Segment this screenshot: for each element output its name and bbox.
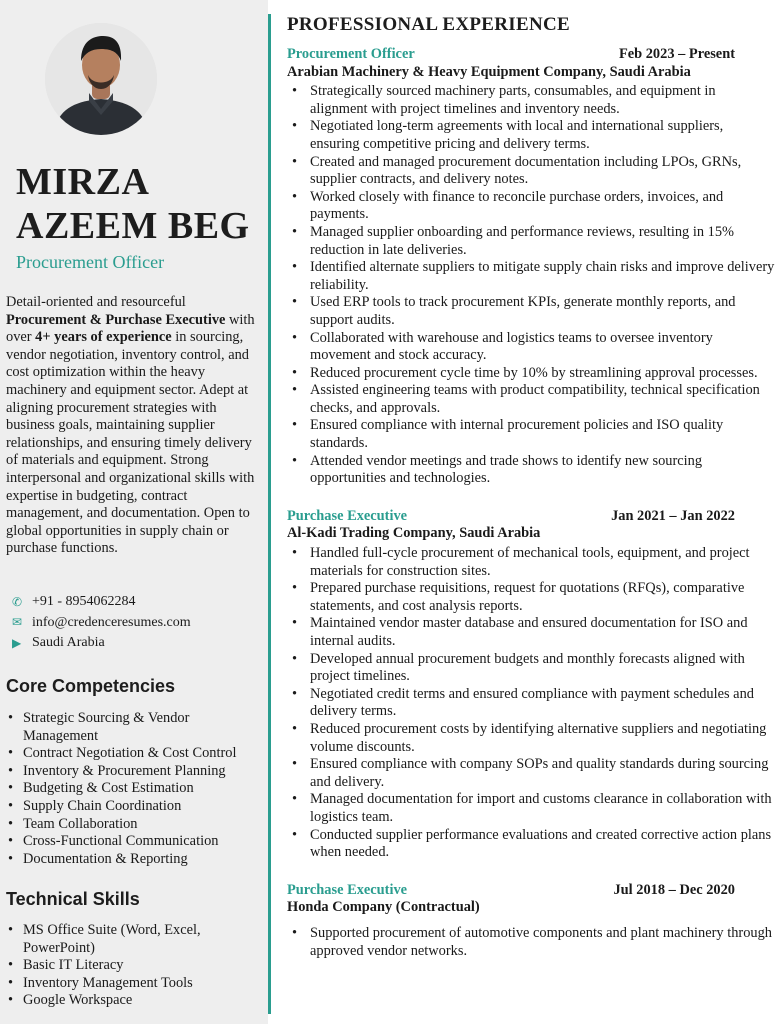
list-item: • Contract Negotiation & Cost Control [6,745,262,763]
list-item: • Developed annual procurement budgets and monthly forecasts aligned with project timelines. [287,651,775,686]
job-header [287,882,775,900]
list-item: • Managed supplier onboarding and performance reviews, resulting in 15% reduction in late deliveries. [287,224,775,259]
job-bullets [287,83,775,488]
technical-skills-heading: Technical Skills [6,889,140,909]
list-item: • Budgeting & Cost Estimation [6,780,262,798]
location-icon: ▶ [12,635,22,650]
technical-skills-list [6,922,262,1010]
job-company: Al-Kadi Trading Company, Saudi Arabia [287,525,541,542]
job-bullets [287,925,775,960]
job-dates: Jan 2021 – Jan 2022 [611,507,735,524]
list-item: • Team Collaboration [6,816,262,834]
location-text: Saudi Arabia [32,635,105,651]
summary-bold-2: 4+ years of experience [35,329,172,346]
list-item: • Strategically sourced machinery parts, consumables, and equipment in alignment with project timelines and inventory needs. [287,83,775,118]
contact-info [12,592,262,654]
job-company: Arabian Machinery & Heavy Equipment Company, Saudi Arabia [287,63,691,80]
list-item: • Strategic Sourcing & Vendor Management [6,710,262,745]
job-role: Purchase Executive [287,507,408,524]
list-item: • Supported procurement of automotive components and plant machinery through approved vendor networks. [287,925,775,960]
contact-email [12,613,262,634]
list-item: • Used ERP tools to track procurement KPIs, generate monthly reports, and support audits. [287,294,775,329]
list-item: • Ensured compliance with company SOPs and quality standards during sourcing and delivery. [287,756,775,791]
job-3 [287,882,775,960]
summary-bold-1: Procurement & Purchase Executive [6,311,226,328]
contact-location [12,633,262,654]
list-item: • Ensured compliance with internal procurement policies and ISO quality standards. [287,417,775,452]
list-item: • Supply Chain Coordination [6,798,262,816]
list-item: • Handled full-cycle procurement of mechanical tools, equipment, and project materials for construction sites. [287,545,775,580]
list-item: • Cross-Functional Communication [6,833,262,851]
summary-text-3: in sourcing, vendor negotiation, inventory control, and cost optimization within the heavy machinery and equipment sector. Adept at aligning procurement strategies with business goals, maintaining supplier relationships, and ensuring timely delivery of materials and equipment. Strong interpersonal and organizational skills with expertise in budgeting, contract management, and documentation. Open to global opportunities in supply chain or purchase functions. [6,329,255,557]
list-item: • Managed documentation for import and customs clearance in collaboration with logistics team. [287,791,775,826]
list-item: • Collaborated with warehouse and logistics teams to oversee inventory movement and stock accuracy. [287,330,775,365]
column-divider [268,14,271,1014]
list-item: • Attended vendor meetings and trade shows to identify new sourcing opportunities and technologies. [287,453,775,488]
profile-photo [45,23,157,135]
job-header [287,508,775,526]
job-dates: Jul 2018 – Dec 2020 [613,881,735,898]
list-item: • Created and managed procurement documentation including LPOs, GRNs, supplier contracts, and delivery notes. [287,154,775,189]
list-item: • Prepared purchase requisitions, request for quotations (RFQs), comparative statements, and cost analysis reports. [287,580,775,615]
profile-summary [6,294,262,558]
list-item: • Conducted supplier performance evaluations and created corrective action plans when needed. [287,827,775,862]
list-item: • Maintained vendor master database and ensured documentation for ISO and internal audits. [287,615,775,650]
list-item: • Inventory Management Tools [6,975,262,993]
job-bullets [287,545,775,862]
list-item: • Inventory & Procurement Planning [6,763,262,781]
job-company: Honda Company (Contractual) [287,899,480,916]
job-role: Purchase Executive [287,881,408,898]
list-item: • MS Office Suite (Word, Excel, PowerPoint) [6,922,262,957]
list-item: • Basic IT Literacy [6,957,262,975]
list-item: • Negotiated long-term agreements with local and international suppliers, ensuring competitive pricing and delivery terms. [287,118,775,153]
candidate-name [16,160,266,248]
list-item: • Google Workspace [6,992,262,1010]
list-item: • Identified alternate suppliers to mitigate supply chain risks and improve delivery reliability. [287,259,775,294]
email-text: info@credenceresumes.com [32,614,191,630]
email-icon: ✉ [12,615,23,630]
list-item: • Negotiated credit terms and ensured compliance with payment schedules and delivery terms. [287,686,775,721]
phone-icon: ✆ [12,594,23,609]
list-item: • Reduced procurement cycle time by 10% by streamlining approval processes. [287,365,775,383]
job-1 [287,46,775,488]
experience-column [287,14,775,960]
job-header [287,46,775,64]
list-item: • Worked closely with finance to reconcile purchase orders, invoices, and payments. [287,189,775,224]
list-item: • Documentation & Reporting [6,851,262,869]
list-item: • Assisted engineering teams with product compatibility, technical specification checks, and approvals. [287,382,775,417]
name-line-1: MIRZA [16,161,150,203]
summary-text-2: with over [6,311,255,346]
list-item: • Reduced procurement costs by identifying alternative suppliers and negotiating volume discounts. [287,721,775,756]
job-dates: Feb 2023 – Present [618,46,735,62]
competencies-list [6,710,262,868]
name-line-2: AZEEM BEG [16,205,250,247]
candidate-title: Procurement Officer [16,252,165,272]
job-2 [287,508,775,862]
phone-text: +91 - 8954062284 [32,594,136,610]
core-competencies-heading: Core Competencies [6,676,176,696]
experience-heading: PROFESSIONAL EXPERIENCE [287,14,570,35]
summary-text-1: Detail-oriented and resourceful [6,294,186,310]
job-role: Procurement Officer [287,46,415,62]
contact-phone [12,592,262,613]
